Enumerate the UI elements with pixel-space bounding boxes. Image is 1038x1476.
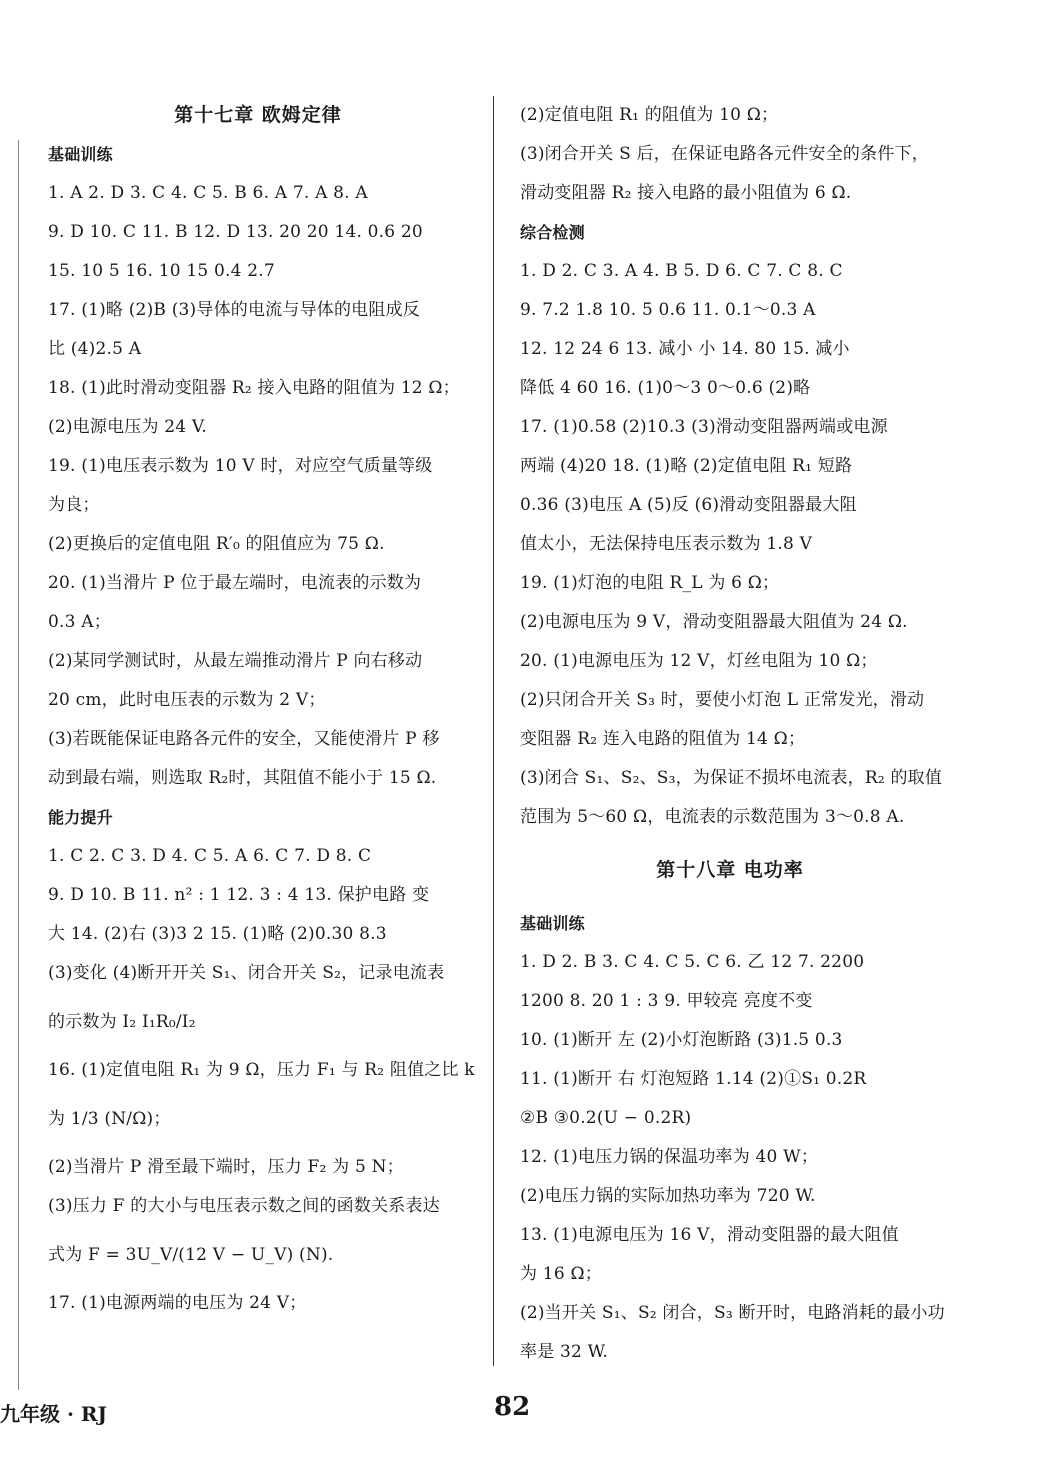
chapter-title: 第十七章 欧姆定律 <box>174 104 342 126</box>
column-divider <box>493 96 494 1366</box>
answer-line: 1. D 2. C 3. A 4. B 5. D 6. C 7. C 8. C <box>520 261 843 281</box>
section-heading: 能力提升 <box>48 808 113 827</box>
left-column <box>48 96 475 1323</box>
answer-line: (3)若既能保证电路各元件的安全，又能使滑片 P 移 <box>48 729 440 749</box>
answer-line: 为 1/3 (N/Ω)； <box>48 1109 171 1129</box>
answer-line: 大 14. (2)右 (3)3 2 15. (1)略 (2)0.30 8.3 <box>48 924 387 944</box>
answer-line: 20. (1)电源电压为 12 V，灯丝电阻为 10 Ω； <box>520 651 878 671</box>
answer-line: (2)当开关 S₁、S₂ 闭合，S₃ 断开时，电路消耗的最小功 <box>520 1303 945 1323</box>
answer-line: 18. (1)此时滑动变阻器 R₂ 接入电路的阻值为 12 Ω； <box>48 378 460 398</box>
answer-line: 13. (1)电源电压为 16 V，滑动变阻器的最大阻值 <box>520 1225 899 1245</box>
answer-line: 20 cm，此时电压表的示数为 2 V； <box>48 690 326 710</box>
answer-line: (3)闭合 S₁、S₂、S₃，为保证不损坏电流表，R₂ 的取值 <box>520 768 943 788</box>
section-heading: 基础训练 <box>520 914 585 933</box>
right-answer-lines-bottom <box>520 904 945 1372</box>
answer-line: 0.36 (3)电压 A (5)反 (6)滑动变阻器最大阻 <box>520 495 857 515</box>
answer-line: 的示数为 I₂ I₁R₀/I₂ <box>48 1012 196 1032</box>
answer-line: 9. D 10. C 11. B 12. D 13. 20 20 14. 0.6 20 <box>48 222 423 242</box>
answer-line: (2)当滑片 P 滑至最下端时，压力 F₂ 为 5 N； <box>48 1157 404 1177</box>
answer-line: 10. (1)断开 左 (2)小灯泡断路 (3)1.5 0.3 <box>520 1030 843 1050</box>
answer-line: 0.3 A； <box>48 612 111 632</box>
answer-line: (2)只闭合开关 S₃ 时，要使小灯泡 L 正常发光，滑动 <box>520 690 925 710</box>
page-edge-line <box>18 140 19 1390</box>
grade-label: 九年级 · RJ <box>0 1402 107 1426</box>
right-column <box>520 96 945 1372</box>
answer-line: 19. (1)电压表示数为 10 V 时，对应空气质量等级 <box>48 456 433 476</box>
answer-line: (2)定值电阻 R₁ 的阻值为 10 Ω； <box>520 105 779 125</box>
answer-line: 1. A 2. D 3. C 4. C 5. B 6. A 7. A 8. A <box>48 183 368 203</box>
answer-line: 值太小，无法保持电压表示数为 1.8 V <box>520 534 813 554</box>
answer-line: (3)闭合开关 S 后，在保证电路各元件安全的条件下， <box>520 144 929 164</box>
answer-line: 滑动变阻器 R₂ 接入电路的最小阻值为 6 Ω. <box>520 183 852 203</box>
answer-line: 变阻器 R₂ 连入电路的阻值为 14 Ω； <box>520 729 806 749</box>
answer-line: 范围为 5～60 Ω，电流表的示数范围为 3～0.8 A. <box>520 807 905 827</box>
answer-line: (2)电压力锅的实际加热功率为 720 W. <box>520 1186 816 1206</box>
answer-line: 15. 10 5 16. 10 15 0.4 2.7 <box>48 261 275 281</box>
answer-line: 20. (1)当滑片 P 位于最左端时，电流表的示数为 <box>48 573 422 593</box>
page-number: 82 <box>494 1392 531 1422</box>
answer-line: (2)电源电压为 9 V，滑动变阻器最大阻值为 24 Ω. <box>520 612 908 632</box>
answer-line: 17. (1)0.58 (2)10.3 (3)滑动变阻器两端或电源 <box>520 417 888 437</box>
answer-line: 16. (1)定值电阻 R₁ 为 9 Ω，压力 F₁ 与 R₂ 阻值之比 k <box>48 1060 475 1080</box>
section-heading: 基础训练 <box>48 145 113 164</box>
answer-line: (2)电源电压为 24 V. <box>48 417 208 437</box>
left-answer-lines <box>48 135 475 1323</box>
right-answer-lines-top <box>520 96 943 837</box>
answer-line: 17. (1)电源两端的电压为 24 V； <box>48 1293 307 1313</box>
answer-line: 式为 F = 3U_V/(12 V − U_V) (N). <box>48 1245 334 1265</box>
answer-line: 9. 7.2 1.8 10. 5 0.6 11. 0.1～0.3 A <box>520 300 816 320</box>
answer-line: 9. D 10. B 11. n² : 1 12. 3 : 4 13. 保护电路 变 <box>48 885 430 905</box>
answer-line: ②B ③0.2(U − 0.2R) <box>520 1108 692 1128</box>
answer-line: 19. (1)灯泡的电阻 R_L 为 6 Ω； <box>520 573 780 593</box>
answer-line: 为 16 Ω； <box>520 1264 602 1284</box>
answer-line: (3)变化 (4)断开开关 S₁、闭合开关 S₂，记录电流表 <box>48 963 445 983</box>
answer-line: 12. (1)电压力锅的保温功率为 40 W； <box>520 1147 819 1167</box>
answer-line: 1. C 2. C 3. D 4. C 5. A 6. C 7. D 8. C <box>48 846 372 866</box>
answer-line: 17. (1)略 (2)B (3)导体的电流与导体的电阻成反 <box>48 300 420 320</box>
answer-line: 比 (4)2.5 A <box>48 339 142 359</box>
section-heading: 综合检测 <box>520 223 585 242</box>
answer-line: 动到最右端，则选取 R₂时，其阻值不能小于 15 Ω. <box>48 768 437 788</box>
answer-line: (2)某同学测试时，从最左端推动滑片 P 向右移动 <box>48 651 423 671</box>
answer-line: 率是 32 W. <box>520 1342 608 1362</box>
answer-line: 降低 4 60 16. (1)0～3 0～0.6 (2)略 <box>520 378 811 398</box>
answer-line: 为良； <box>48 495 100 515</box>
answer-line: 1200 8. 20 1 : 3 9. 甲较亮 亮度不变 <box>520 991 813 1011</box>
answer-line: (2)更换后的定值电阻 R′₀ 的阻值应为 75 Ω. <box>48 534 385 554</box>
answer-line: 11. (1)断开 右 灯泡短路 1.14 (2)①S₁ 0.2R <box>520 1069 867 1089</box>
answer-line: (3)压力 F 的大小与电压表示数之间的函数关系表达 <box>48 1196 440 1216</box>
chapter-title: 第十八章 电功率 <box>656 859 804 881</box>
answer-line: 1. D 2. B 3. C 4. C 5. C 6. 乙 12 7. 2200 <box>520 952 865 972</box>
answer-line: 两端 (4)20 18. (1)略 (2)定值电阻 R₁ 短路 <box>520 456 853 476</box>
answer-line: 12. 12 24 6 13. 减小 小 14. 80 15. 减小 <box>520 339 850 359</box>
